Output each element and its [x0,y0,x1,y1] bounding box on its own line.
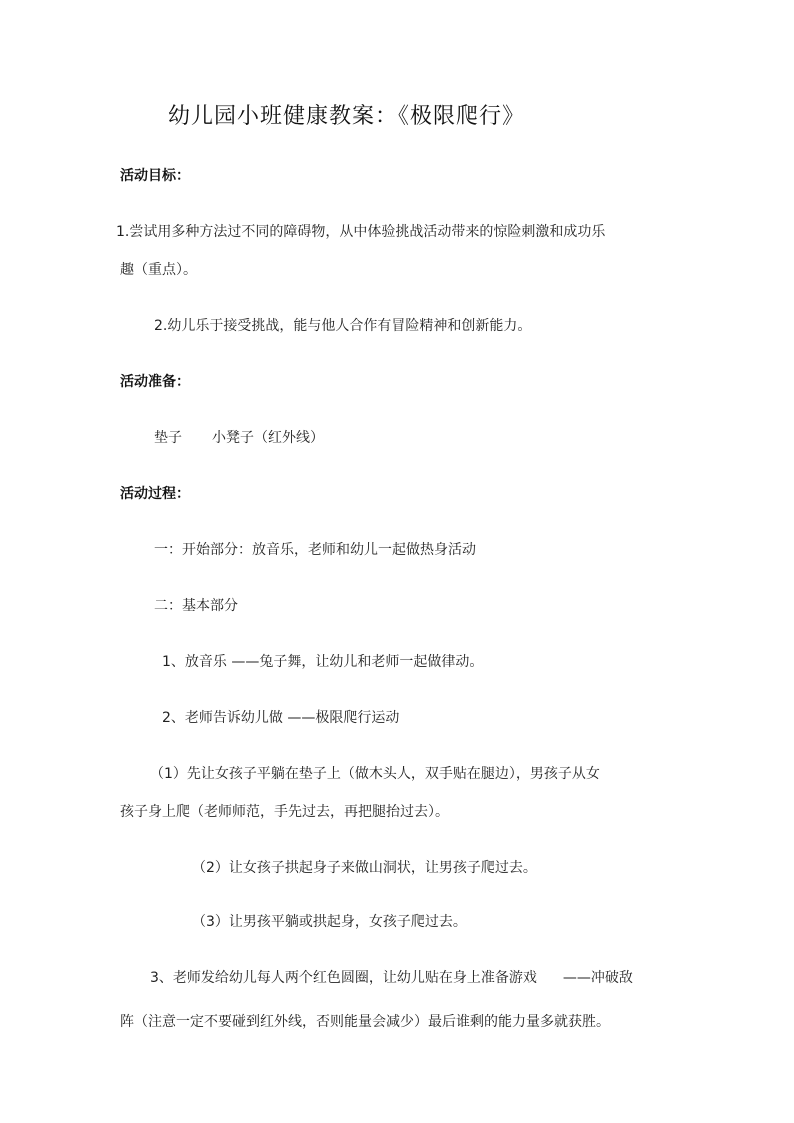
goal-item-2: 2.幼儿乐于接受挑战，能与他人合作有冒险精神和创新能力。 [154,318,532,334]
process-step-3-text: 3、老师发给幼儿每人两个红色圆圈，让幼儿贴在身上准备游戏 [150,970,537,986]
process-step-1: 1、放音乐 ——兔子舞，让幼儿和老师一起做律动。 [162,654,484,670]
preparation-items [154,428,324,448]
preparation-heading: 活动准备： [120,374,190,390]
process-sub-1-line-2: 孩子身上爬（老师师范，手先过去，再把腿抬过去）。 [120,804,449,820]
goal-item-1-line-1: 1.尝试用多种方法过不同的障碍物，从中体验挑战活动带来的惊险刺激和成功乐 [116,224,606,240]
process-sub-3: （3）让男孩平躺或拱起身，女孩子爬过去。 [192,914,467,930]
document-title: 幼儿园小班健康教案：《极限爬行》 [168,104,526,129]
process-sub-2: （2）让女孩子拱起身子来做山洞状，让男孩子爬过去。 [192,860,537,876]
preparation-item-stool: 小凳子（红外线） [212,430,324,446]
preparation-item-mat: 垫子 [154,430,182,446]
process-step-2: 2、老师告诉幼儿做 ——极限爬行运动 [162,710,400,726]
process-step-3-line-1 [150,968,633,988]
process-sub-1-line-1: （1）先让女孩子平躺在垫子上（做木头人，双手贴在腿边），男孩子从女 [150,766,600,782]
process-step-3-line-2: 阵（注意一定不要碰到红外线，否则能量会减少）最后谁剩的能力量多就获胜。 [120,1014,610,1030]
process-part-2: 二：基本部分 [154,598,238,614]
goals-heading: 活动目标： [120,168,190,184]
goal-item-1-line-2: 趣（重点）。 [120,262,197,278]
process-step-3-game: ——冲破敌 [562,970,633,986]
process-part-1: 一：开始部分：放音乐，老师和幼儿一起做热身活动 [154,542,476,558]
process-heading: 活动过程： [120,486,190,502]
